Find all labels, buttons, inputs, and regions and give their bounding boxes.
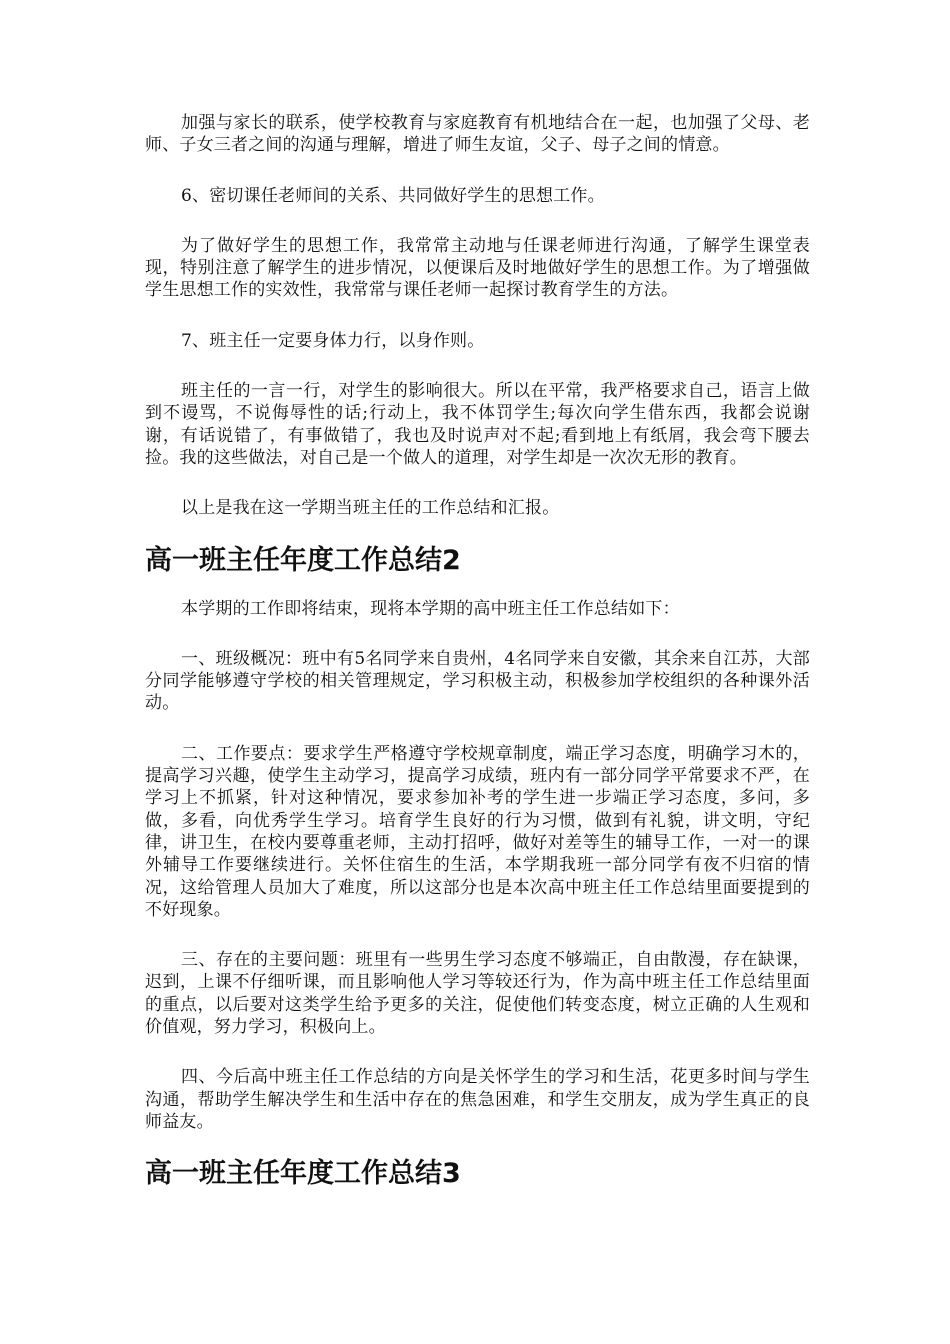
paragraph: 7、班主任一定要身体力行，以身作则。 xyxy=(181,330,485,351)
paragraph: 四、今后高中班主任工作总结的方向是关怀学生的学习和生活，花更多时间与学生沟通，帮助学生解决学生和生活中存在的焦急困难，和学生交朋友，成为学生真正的良师益友。 xyxy=(145,1067,810,1132)
paragraph: 二、工作要点：要求学生严格遵守学校规章制度，端正学习态度，明确学习木的，提高学习兴趣，使学生主动学习，提高学习成绩，班内有一部分同学平常要求不严，在学习上不抓紧，针对这种情况，要求参加补考的学生进一步端正学习态度，多问，多做，多看，向优秀学生学习。培育学生良好的行为习惯，做到有礼貌，讲文明，守纪律，讲卫生，在校内要尊重老师，主动打招呼，做好对差等生的辅导工作，一对一的课外辅导工作要继续进行。关怀住宿生的生活，本学期我班一部分同学有夜不归宿的情况，这给管理人员加大了难度，所以这部分也是本次高中班主任工作总结里面要提到的不好现象。 xyxy=(145,743,810,920)
document-page xyxy=(145,112,810,1191)
section-heading: 高一班主任年度工作总结3 xyxy=(145,1158,461,1190)
paragraph: 6、密切课任老师间的关系、共同做好学生的思想工作。 xyxy=(181,185,605,206)
paragraph: 本学期的工作即将结束，现将本学期的高中班主任工作总结如下： xyxy=(181,598,680,619)
paragraph: 一、班级概况：班中有5名同学来自贵州，4名同学来自安徽，其余来自江苏，大部分同学能够遵守学校的相关管理规定，学习积极主动，积极参加学校组织的各种课外活动。 xyxy=(145,648,810,714)
section-heading: 高一班主任年度工作总结2 xyxy=(145,544,461,576)
paragraph: 加强与家长的联系，使学校教育与家庭教育有机地结合在一起，也加强了父母、老师、子女三者之间的沟通与理解，增进了师生友谊，父子、母子之间的情意。 xyxy=(145,113,810,156)
paragraph: 以上是我在这一学期当班主任的工作总结和汇报。 xyxy=(181,498,560,519)
paragraph: 为了做好学生的思想工作，我常常主动地与任课老师进行沟通，了解学生课堂表现，特别注意了解学生的进步情况，以便课后及时地做好学生的思想工作。为了增强做学生思想工作的实效性，我常常与课任老师一起探讨教育学生的方法。 xyxy=(145,235,810,301)
paragraph: 三、存在的主要问题：班里有一些男生学习态度不够端正，自由散漫，存在缺课，迟到，上课不仔细听课，而且影响他人学习等较还行为，作为高中班主任工作总结里面的重点，以后要对这类学生给予更多的关注，促使他们转变态度，树立正确的人生观和价值观，努力学习，积极向上。 xyxy=(145,950,810,1038)
paragraph: 班主任的一言一行，对学生的影响很大。所以在平常，我严格要求自己，语言上做到不谩骂，不说侮辱性的话;行动上，我不体罚学生;每次向学生借东西，我都会说谢谢，有话说错了，有事做错了，我也及时说声对不起;看到地上有纸屑，我会弯下腰去捡。我的这些做法，对自己是一个做人的道理，对学生却是一次次无形的教育。 xyxy=(145,381,810,468)
